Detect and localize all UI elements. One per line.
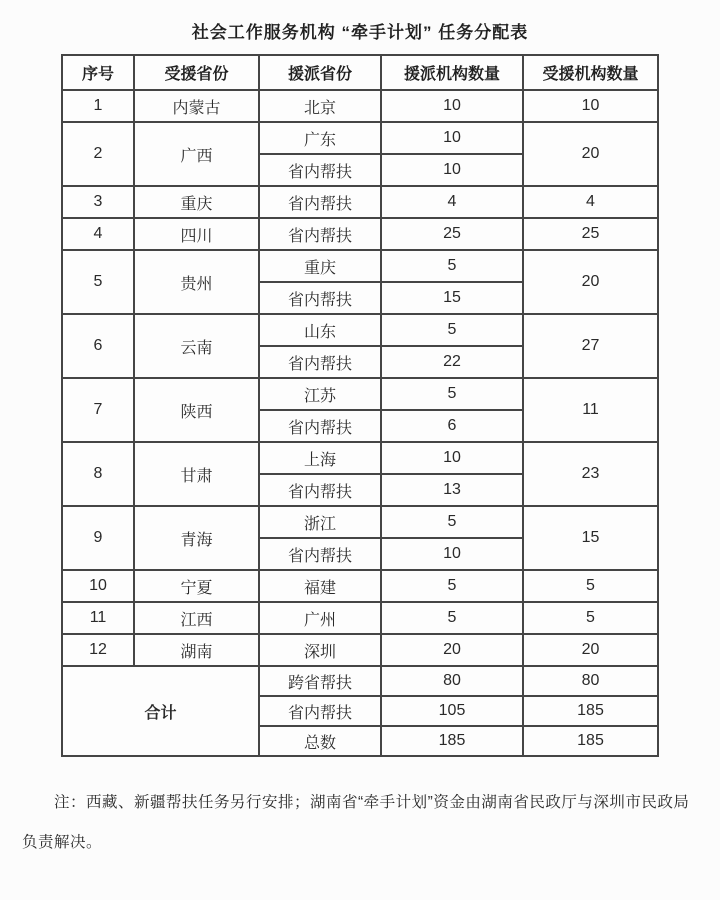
footnote: 注：西藏、新疆帮扶任务另行安排；湖南省“牵手计划”资金由湖南省民政厅与深圳市民政局负责解决。 <box>22 794 690 851</box>
table-row <box>62 122 658 154</box>
table-row <box>62 378 658 410</box>
cell-assist-province: 重庆 <box>259 250 381 282</box>
cell-assist-province: 广州 <box>259 602 381 634</box>
table-row <box>62 218 658 250</box>
cell-received-count: 27 <box>523 314 658 378</box>
table-row <box>62 186 658 218</box>
cell-assist-province: 省内帮扶 <box>259 218 381 250</box>
table-body <box>62 90 658 756</box>
cell-assist-province: 省内帮扶 <box>259 410 381 442</box>
cell-serial: 12 <box>62 634 134 666</box>
cell-assist-province: 深圳 <box>259 634 381 666</box>
header-assist-count: 援派机构数量 <box>381 55 523 90</box>
cell-assist-province: 省内帮扶 <box>259 538 381 570</box>
cell-aided-province: 内蒙古 <box>134 90 259 122</box>
cell-assist-count: 4 <box>381 186 523 218</box>
cell-assist-province: 上海 <box>259 442 381 474</box>
cell-assist-province: 省内帮扶 <box>259 346 381 378</box>
cell-total-assist-count: 185 <box>381 726 523 756</box>
cell-total-category: 跨省帮扶 <box>259 666 381 696</box>
cell-aided-province: 青海 <box>134 506 259 570</box>
cell-aided-province: 江西 <box>134 602 259 634</box>
cell-serial: 1 <box>62 90 134 122</box>
cell-received-count: 20 <box>523 634 658 666</box>
cell-received-count: 11 <box>523 378 658 442</box>
cell-aided-province: 重庆 <box>134 186 259 218</box>
cell-assist-province: 江苏 <box>259 378 381 410</box>
cell-received-count: 5 <box>523 570 658 602</box>
cell-total-category: 总数 <box>259 726 381 756</box>
page-title: 社会工作服务机构 “牵手计划” 任务分配表 <box>191 23 529 42</box>
table-header <box>62 55 658 90</box>
cell-received-count: 20 <box>523 250 658 314</box>
cell-received-count: 25 <box>523 218 658 250</box>
cell-aided-province: 广西 <box>134 122 259 186</box>
cell-serial: 5 <box>62 250 134 314</box>
cell-assist-count: 10 <box>381 442 523 474</box>
cell-received-count: 4 <box>523 186 658 218</box>
cell-assist-count: 5 <box>381 314 523 346</box>
cell-assist-province: 省内帮扶 <box>259 474 381 506</box>
cell-aided-province: 贵州 <box>134 250 259 314</box>
cell-assist-count: 20 <box>381 634 523 666</box>
header-assist-province: 援派省份 <box>259 55 381 90</box>
cell-aided-province: 云南 <box>134 314 259 378</box>
cell-assist-province: 山东 <box>259 314 381 346</box>
cell-total-category: 省内帮扶 <box>259 696 381 726</box>
cell-total-received-count: 185 <box>523 726 658 756</box>
cell-total-received-count: 185 <box>523 696 658 726</box>
cell-assist-count: 22 <box>381 346 523 378</box>
cell-serial: 11 <box>62 602 134 634</box>
cell-assist-count: 15 <box>381 282 523 314</box>
cell-serial: 4 <box>62 218 134 250</box>
cell-serial: 3 <box>62 186 134 218</box>
cell-received-count: 15 <box>523 506 658 570</box>
table-row <box>62 666 658 696</box>
cell-serial: 10 <box>62 570 134 602</box>
cell-total-label: 合计 <box>62 666 259 756</box>
cell-assist-province: 省内帮扶 <box>259 186 381 218</box>
cell-assist-count: 10 <box>381 90 523 122</box>
cell-serial: 2 <box>62 122 134 186</box>
header-aided-province: 受援省份 <box>134 55 259 90</box>
cell-serial: 8 <box>62 442 134 506</box>
cell-assist-count: 6 <box>381 410 523 442</box>
table-row <box>62 570 658 602</box>
table-row <box>62 506 658 538</box>
cell-aided-province: 甘肃 <box>134 442 259 506</box>
cell-serial: 7 <box>62 378 134 442</box>
table-row <box>62 314 658 346</box>
cell-assist-count: 25 <box>381 218 523 250</box>
cell-serial: 6 <box>62 314 134 378</box>
cell-aided-province: 宁夏 <box>134 570 259 602</box>
cell-assist-count: 13 <box>381 474 523 506</box>
cell-assist-province: 省内帮扶 <box>259 282 381 314</box>
cell-aided-province: 湖南 <box>134 634 259 666</box>
table-row <box>62 90 658 122</box>
cell-assist-province: 北京 <box>259 90 381 122</box>
cell-assist-count: 10 <box>381 122 523 154</box>
cell-received-count: 23 <box>523 442 658 506</box>
cell-assist-province: 省内帮扶 <box>259 154 381 186</box>
cell-aided-province: 陕西 <box>134 378 259 442</box>
cell-assist-province: 广东 <box>259 122 381 154</box>
cell-aided-province: 四川 <box>134 218 259 250</box>
header-row <box>62 55 658 90</box>
cell-assist-count: 5 <box>381 602 523 634</box>
table-row <box>62 250 658 282</box>
cell-assist-province: 福建 <box>259 570 381 602</box>
header-received-count: 受援机构数量 <box>523 55 658 90</box>
cell-assist-count: 5 <box>381 250 523 282</box>
cell-received-count: 10 <box>523 90 658 122</box>
cell-assist-count: 10 <box>381 538 523 570</box>
cell-assist-province: 浙江 <box>259 506 381 538</box>
cell-assist-count: 5 <box>381 378 523 410</box>
allocation-table <box>61 54 659 757</box>
cell-assist-count: 5 <box>381 570 523 602</box>
cell-assist-count: 5 <box>381 506 523 538</box>
cell-total-assist-count: 105 <box>381 696 523 726</box>
table-row <box>62 442 658 474</box>
cell-total-assist-count: 80 <box>381 666 523 696</box>
table-row <box>62 634 658 666</box>
cell-assist-count: 10 <box>381 154 523 186</box>
table-row <box>62 602 658 634</box>
cell-received-count: 20 <box>523 122 658 186</box>
cell-received-count: 5 <box>523 602 658 634</box>
cell-total-received-count: 80 <box>523 666 658 696</box>
header-serial: 序号 <box>62 55 134 90</box>
cell-serial: 9 <box>62 506 134 570</box>
